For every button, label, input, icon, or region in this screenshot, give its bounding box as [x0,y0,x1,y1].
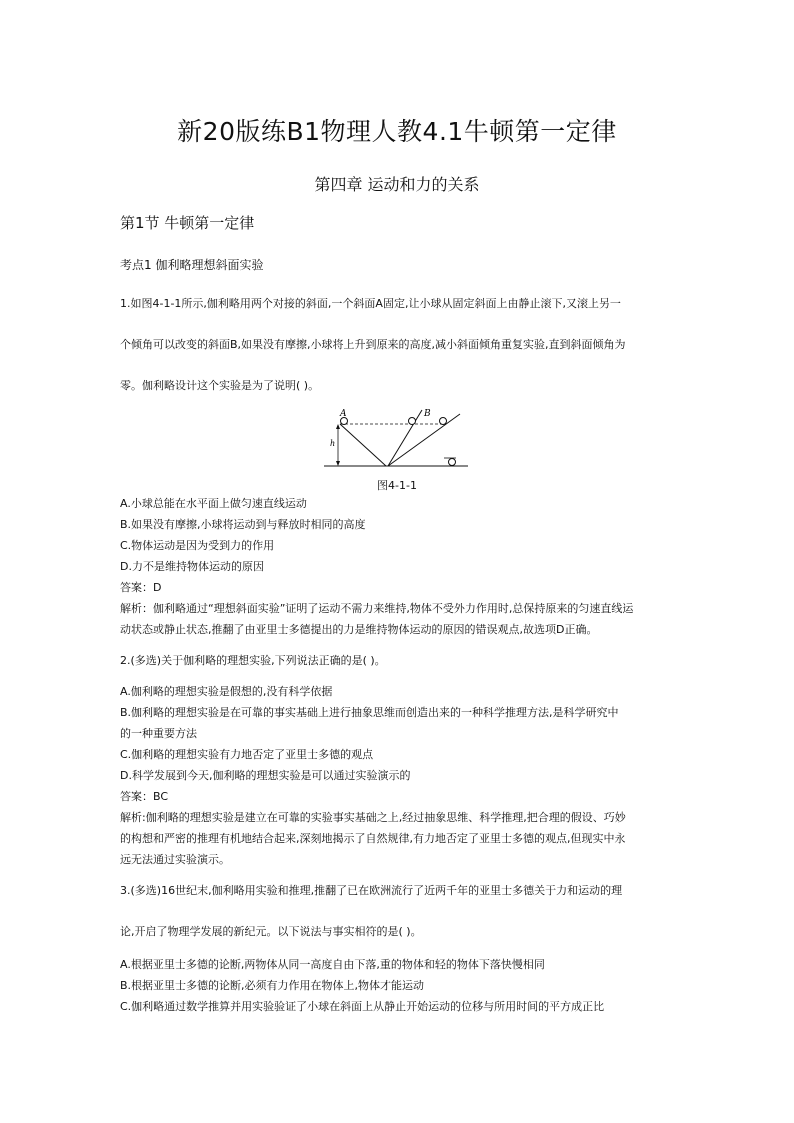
label-a: A [340,409,347,419]
q2-option-a: A.伽利略的理想实验是假想的,没有科学依据 [120,685,333,698]
q3-stem-line1: 3.(多选)16世纪末,伽利略用实验和推理,推翻了已在欧洲流行了近两千年的亚里士多德关于力和运动的理 [120,884,623,897]
height-arrow-head-bottom [336,461,340,466]
q1-analysis-line1: 解析：伽利略通过“理想斜面实验”证明了运动不需力来维持,物体不受外力作用时,总保持原来的匀速直线运 [120,602,634,615]
slope-b-steep [388,410,422,466]
q1-option-a: A.小球总能在水平面上做匀速直线运动 [120,497,307,510]
ball-on-b-shallow [440,418,447,425]
q2-option-b: B.伽利略的理想实验是在可靠的事实基础上进行抽象思维而创造出来的一种科学推理方法,是科学研究中 [120,706,619,719]
q2-stem: 2.(多选)关于伽利略的理想实验,下列说法正确的是( )。 [120,654,386,667]
q3-option-a: A.根据亚里士多德的论断,两物体从同一高度自由下落,重的物体和轻的物体下落快慢相同 [120,958,545,971]
q2-option-d: D.科学发展到今天,伽利略的理想实验是可以通过实验演示的 [120,769,411,782]
q3-stem-line2: 论,开启了物理学发展的新纪元。以下说法与事实相符的是( )。 [120,925,422,938]
chapter-heading: 第四章 运动和力的关系 [314,175,480,194]
section-heading: 第1节 牛顿第一定律 [120,214,255,232]
q2-option-c: C.伽利略的理想实验有力地否定了亚里士多德的观点 [120,748,374,761]
height-arrow-head-top [336,424,340,429]
q3-option-c: C.伽利略通过数学推算并用实验验证了小球在斜面上从静止开始运动的位移与所用时间的平方成正比 [120,1000,605,1013]
q1-option-d: D.力不是维持物体运动的原因 [120,560,264,573]
q2-analysis-line2: 的构想和严密的推理有机地结合起来,深刻地揭示了自然规律,有力地否定了亚里士多德的观点,但现实中永 [120,832,626,845]
label-h: h [330,439,336,448]
q2-answer: 答案：BC [120,790,169,803]
q1-answer: 答案：D [120,581,162,594]
q3-option-b: B.根据亚里士多德的论断,必须有力作用在物体上,物体才能运动 [120,979,425,992]
ball-on-ground [449,459,456,466]
q1-stem-line3: 零。伽利略设计这个实验是为了说明( )。 [120,379,320,392]
ball-on-b-steep [409,418,416,425]
figure-caption: 图4-1-1 [377,479,417,492]
label-b: B [424,409,431,419]
q2-analysis-line1: 解析:伽利略的理想实验是建立在可靠的实验事实基础之上,经过抽象思维、科学推理,把合理的假设、巧妙 [120,811,626,824]
q1-stem-line2: 个倾角可以改变的斜面B,如果没有摩擦,小球将上升到原来的高度,减小斜面倾角重复实验,直到斜面倾角为 [120,338,626,351]
topic-heading: 考点1 伽利略理想斜面实验 [120,258,264,272]
q1-stem-line1: 1.如图4-1-1所示,伽利略用两个对接的斜面,一个斜面A固定,让小球从固定斜面上由静止滚下,又滚上另一 [120,297,621,310]
q1-analysis-line2: 动状态或静止状态,推翻了由亚里士多德提出的力是维持物体运动的原因的错误观点,故选项D正确。 [120,623,598,636]
q1-option-c: C.物体运动是因为受到力的作用 [120,539,275,552]
q1-option-b: B.如果没有摩擦,小球将运动到与释放时相同的高度 [120,518,366,531]
q2-analysis-line3: 远无法通过实验演示。 [120,853,230,866]
q2-option-b-cont: 的一种重要方法 [120,727,197,740]
slope-a [340,424,386,466]
inclined-plane-figure [320,406,470,476]
document-title: 新20版练B1物理人教4.1牛顿第一定律 [177,117,617,146]
